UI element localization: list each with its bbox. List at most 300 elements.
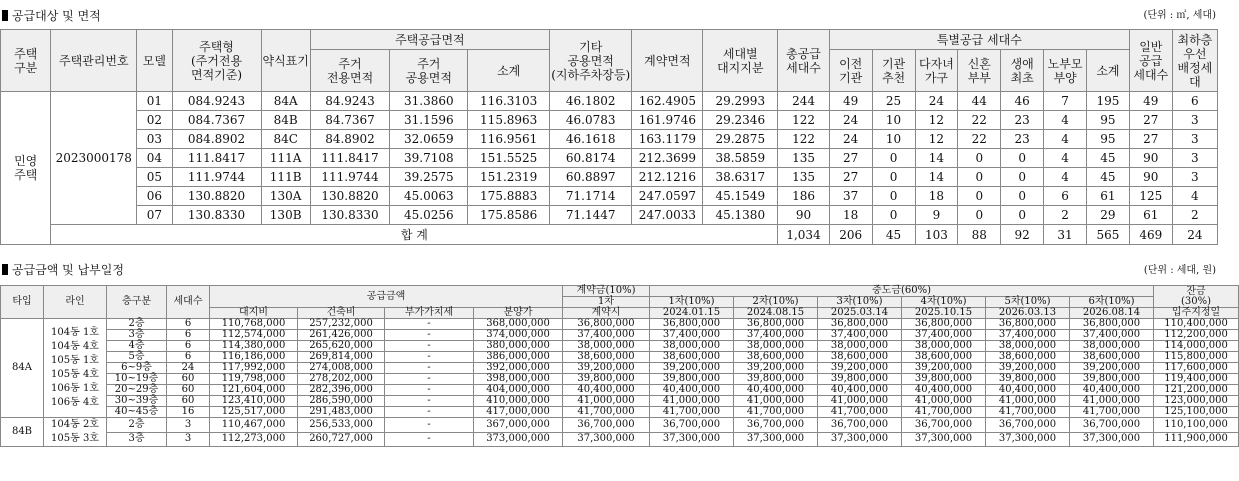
col-header-line: 라인 [44, 286, 107, 319]
col-header-relocation: 이전 기관 [829, 50, 872, 92]
middle-payment-cell: 36,800,000 [902, 319, 986, 330]
total-total: 1,034 [778, 225, 829, 245]
vat-cell: - [385, 374, 474, 385]
middle-payment-cell: 40,400,000 [1070, 385, 1154, 396]
middle-payment-cell: 38,600,000 [986, 352, 1070, 363]
cell-pri: 3 [1172, 149, 1217, 168]
table-row [1, 363, 1239, 374]
middle-payment-cell: 37,300,000 [650, 432, 734, 447]
cell-s4: 22 [958, 111, 1001, 130]
vat-cell: - [385, 319, 474, 330]
building-price-cell: 282,396,000 [298, 385, 385, 396]
col-header-special-subtotal: 소계 [1087, 50, 1130, 92]
col-header-type: 타입 [1, 286, 44, 319]
middle-payment-cell: 39,200,000 [818, 363, 902, 374]
middle-payment-cell: 39,800,000 [986, 374, 1070, 385]
land-price-cell: 116,186,000 [210, 352, 298, 363]
land-price-cell: 112,273,000 [210, 432, 298, 447]
house-type-value-cell: 111.9744 [172, 168, 261, 187]
middle-payment-cell: 40,400,000 [902, 385, 986, 396]
cell-excl: 111.9744 [310, 168, 389, 187]
cell-gen: 27 [1129, 130, 1172, 149]
cell-common: 32.0659 [390, 130, 468, 149]
cell-pri: 4 [1172, 187, 1217, 206]
floor-cell: 6~9층 [107, 363, 167, 374]
table-row [1, 396, 1239, 407]
section-title-supply-area: 공급대상 및 면적 [2, 9, 101, 23]
deposit-cell: 36,700,000 [563, 418, 650, 433]
abbr-cell: 84A [261, 92, 310, 111]
middle-payment-cell: 41,000,000 [650, 396, 734, 407]
table-row [1, 374, 1239, 385]
cell-land: 45.1380 [703, 206, 778, 225]
cell-s1: 37 [829, 187, 872, 206]
total-s2: 45 [872, 225, 915, 245]
house-type-value-cell: 084.9243 [172, 92, 261, 111]
building-price-cell: 265,620,000 [298, 341, 385, 352]
abbr-cell: 84C [261, 130, 310, 149]
middle-payment-cell: 37,400,000 [734, 330, 818, 341]
building-price-cell: 256,533,000 [298, 418, 385, 433]
building-price-cell: 274,008,000 [298, 363, 385, 374]
line-label: 104동 4호 [51, 341, 99, 352]
cell-gen: 125 [1129, 187, 1172, 206]
col-header-common-area: 주거 공용면적 [390, 50, 468, 92]
floor-cell: 2층 [107, 319, 167, 330]
cell-s6: 4 [1044, 168, 1087, 187]
middle-payment-cell: 41,000,000 [734, 396, 818, 407]
middle-payment-cell: 36,700,000 [734, 418, 818, 433]
cell-s3: 12 [915, 130, 958, 149]
cell-gen: 49 [1129, 92, 1172, 111]
total-s6: 31 [1044, 225, 1087, 245]
col-header-middle-round: 5차(10%) [986, 297, 1070, 308]
line-cell [44, 418, 107, 447]
cell-contract: 247.0033 [632, 206, 703, 225]
cell-land: 29.2875 [703, 130, 778, 149]
cell-s1: 24 [829, 111, 872, 130]
cell-s2: 25 [872, 92, 915, 111]
middle-payment-cell: 36,700,000 [986, 418, 1070, 433]
middle-payment-cell: 41,700,000 [902, 407, 986, 418]
middle-payment-cell: 41,000,000 [986, 396, 1070, 407]
cell-other: 71.1447 [549, 206, 632, 225]
land-price-cell: 110,467,000 [210, 418, 298, 433]
table-row [1, 352, 1239, 363]
cell-sub: 116.3103 [468, 92, 550, 111]
balance-cell: 121,200,000 [1154, 385, 1239, 396]
middle-payment-cell: 39,800,000 [734, 374, 818, 385]
table-row [1, 319, 1239, 330]
cell-gen: 61 [1129, 206, 1172, 225]
middle-payment-cell: 36,700,000 [1070, 418, 1154, 433]
cell-common: 39.7108 [390, 149, 468, 168]
table-row [1, 130, 1218, 149]
building-price-cell: 261,426,000 [298, 330, 385, 341]
cell-s4: 44 [958, 92, 1001, 111]
cell-ssum: 95 [1087, 111, 1130, 130]
cell-total: 244 [778, 92, 829, 111]
middle-payment-cell: 38,000,000 [650, 341, 734, 352]
total-s5: 92 [1001, 225, 1044, 245]
middle-payment-cell: 40,400,000 [986, 385, 1070, 396]
cell-sub: 116.9561 [468, 130, 550, 149]
model-cell: 03 [137, 130, 172, 149]
balance-cell: 115,800,000 [1154, 352, 1239, 363]
cell-common: 31.1596 [390, 111, 468, 130]
col-header-vat: 부가가치세 [385, 308, 474, 319]
cell-total: 135 [778, 168, 829, 187]
land-price-cell: 121,604,000 [210, 385, 298, 396]
cell-other: 71.1714 [549, 187, 632, 206]
vat-cell: - [385, 385, 474, 396]
middle-payment-cell: 38,600,000 [734, 352, 818, 363]
cell-other: 46.0783 [549, 111, 632, 130]
line-label: 106동 4호 [51, 397, 99, 408]
table-row [1, 206, 1218, 225]
col-header-deposit-when: 계약시 [563, 308, 650, 319]
cell-s5: 0 [1001, 168, 1044, 187]
col-header-floor: 층구분 [107, 286, 167, 319]
col-header-general-units: 일반 공급 세대수 [1129, 30, 1172, 92]
middle-payment-cell: 36,700,000 [650, 418, 734, 433]
land-price-cell: 112,574,000 [210, 330, 298, 341]
deposit-cell: 37,300,000 [563, 432, 650, 447]
col-header-exclusive-area: 주거 전용면적 [310, 50, 389, 92]
vat-cell: - [385, 352, 474, 363]
unit-type-cell: 84A [1, 319, 44, 418]
balance-cell: 117,600,000 [1154, 363, 1239, 374]
cell-other: 46.1618 [549, 130, 632, 149]
cell-s5: 23 [1001, 130, 1044, 149]
cell-s2: 0 [872, 149, 915, 168]
col-header-balance-when: 입주지정일 [1154, 308, 1239, 319]
col-header-lowest-floor-priority: 최하층 우선 배정세대 [1172, 30, 1217, 92]
sale-price-cell: 374,000,000 [474, 330, 563, 341]
line-label: 105동 1호 [51, 355, 99, 366]
col-header-elderly-parent: 노부모 부양 [1044, 50, 1087, 92]
cell-excl: 130.8330 [310, 206, 389, 225]
cell-s2: 10 [872, 111, 915, 130]
cell-s5: 23 [1001, 111, 1044, 130]
middle-payment-cell: 37,400,000 [986, 330, 1070, 341]
line-label: 105동 4호 [51, 369, 99, 380]
units-cell: 60 [167, 385, 210, 396]
house-type-value-cell: 084.7367 [172, 111, 261, 130]
col-header-middle-date: 2024.01.15 [650, 308, 734, 319]
middle-payment-cell: 38,000,000 [902, 341, 986, 352]
cell-ssum: 195 [1087, 92, 1130, 111]
table-row [1, 168, 1218, 187]
middle-payment-cell: 38,600,000 [902, 352, 986, 363]
col-header-land-share: 세대별 대지지분 [703, 30, 778, 92]
middle-payment-cell: 40,400,000 [734, 385, 818, 396]
floor-cell: 5층 [107, 352, 167, 363]
col-header-abbr: 약식표기 [261, 30, 310, 92]
cell-sub: 151.5525 [468, 149, 550, 168]
balance-cell: 111,900,000 [1154, 432, 1239, 447]
middle-payment-cell: 39,200,000 [734, 363, 818, 374]
cell-pri: 2 [1172, 206, 1217, 225]
cell-sub: 151.2319 [468, 168, 550, 187]
cell-contract: 212.1216 [632, 168, 703, 187]
middle-payment-cell: 38,000,000 [734, 341, 818, 352]
cell-contract: 212.3699 [632, 149, 703, 168]
cell-s6: 7 [1044, 92, 1087, 111]
cell-land: 29.2346 [703, 111, 778, 130]
middle-payment-cell: 41,700,000 [986, 407, 1070, 418]
deposit-cell: 40,400,000 [563, 385, 650, 396]
cell-total: 135 [778, 149, 829, 168]
deposit-cell: 37,400,000 [563, 330, 650, 341]
model-cell: 05 [137, 168, 172, 187]
cell-other: 60.8897 [549, 168, 632, 187]
table-row [1, 149, 1218, 168]
col-header-middle-date: 2024.08.15 [734, 308, 818, 319]
deposit-cell: 41,000,000 [563, 396, 650, 407]
cell-pri: 6 [1172, 92, 1217, 111]
cell-common: 45.0256 [390, 206, 468, 225]
bullet-square-icon [2, 10, 8, 21]
col-header-institution: 기관 추천 [872, 50, 915, 92]
units-cell: 16 [167, 407, 210, 418]
total-s1: 206 [829, 225, 872, 245]
middle-payment-cell: 38,600,000 [818, 352, 902, 363]
middle-payment-cell: 36,800,000 [818, 319, 902, 330]
cell-s3: 14 [915, 149, 958, 168]
line-label: 104동 1호 [51, 327, 99, 338]
balance-cell: 110,400,000 [1154, 319, 1239, 330]
table-row [1, 111, 1218, 130]
cell-s3: 12 [915, 111, 958, 130]
sale-price-cell: 373,000,000 [474, 432, 563, 447]
col-header-area-subtotal: 소계 [468, 50, 550, 92]
cell-s4: 0 [958, 168, 1001, 187]
middle-payment-cell: 41,000,000 [902, 396, 986, 407]
middle-payment-cell: 36,800,000 [986, 319, 1070, 330]
units-cell: 3 [167, 418, 210, 433]
floor-cell: 30~39층 [107, 396, 167, 407]
cell-s4: 0 [958, 206, 1001, 225]
deposit-cell: 39,200,000 [563, 363, 650, 374]
col-header-other-common: 기타 공용면적 (지하주차장등) [549, 30, 632, 92]
balance-cell: 123,000,000 [1154, 396, 1239, 407]
cell-s6: 6 [1044, 187, 1087, 206]
table-row [1, 432, 1239, 447]
middle-payment-cell: 36,800,000 [650, 319, 734, 330]
unit-note-price: (단위 : 세대, 원) [1143, 265, 1216, 276]
table-row [1, 385, 1239, 396]
cell-contract: 247.0597 [632, 187, 703, 206]
total-s4: 88 [958, 225, 1001, 245]
middle-payment-cell: 39,800,000 [1070, 374, 1154, 385]
total-ssum: 565 [1087, 225, 1130, 245]
land-price-cell: 114,380,000 [210, 341, 298, 352]
balance-cell: 125,100,000 [1154, 407, 1239, 418]
building-price-cell: 260,727,000 [298, 432, 385, 447]
vat-cell: - [385, 330, 474, 341]
cell-s4: 0 [958, 187, 1001, 206]
cell-s6: 4 [1044, 149, 1087, 168]
cell-s3: 9 [915, 206, 958, 225]
balance-cell: 112,200,000 [1154, 330, 1239, 341]
cell-excl: 111.8417 [310, 149, 389, 168]
middle-payment-cell: 39,200,000 [1070, 363, 1154, 374]
units-cell: 24 [167, 363, 210, 374]
middle-payment-cell: 39,800,000 [902, 374, 986, 385]
building-price-cell: 278,202,000 [298, 374, 385, 385]
house-type-value-cell: 111.8417 [172, 149, 261, 168]
cell-s1: 24 [829, 130, 872, 149]
middle-payment-cell: 40,400,000 [818, 385, 902, 396]
cell-gen: 90 [1129, 168, 1172, 187]
line-label: 106동 1호 [51, 383, 99, 394]
cell-contract: 162.4905 [632, 92, 703, 111]
cell-land: 29.2993 [703, 92, 778, 111]
middle-payment-cell: 37,300,000 [902, 432, 986, 447]
middle-payment-cell: 37,400,000 [902, 330, 986, 341]
cell-other: 60.8174 [549, 149, 632, 168]
sale-price-cell: 410,000,000 [474, 396, 563, 407]
cell-s4: 0 [958, 149, 1001, 168]
cell-common: 39.2575 [390, 168, 468, 187]
cell-s1: 27 [829, 168, 872, 187]
middle-payment-cell: 37,400,000 [818, 330, 902, 341]
cell-land: 38.5859 [703, 149, 778, 168]
cell-contract: 163.1179 [632, 130, 703, 149]
middle-payment-cell: 39,200,000 [986, 363, 1070, 374]
middle-payment-cell: 36,800,000 [1070, 319, 1154, 330]
middle-payment-cell: 41,000,000 [818, 396, 902, 407]
abbr-cell: 130B [261, 206, 310, 225]
cell-s2: 0 [872, 168, 915, 187]
unit-type-cell: 84B [1, 418, 44, 447]
unit-note-area: (단위 : ㎡, 세대) [1143, 10, 1216, 21]
middle-payment-cell: 38,600,000 [650, 352, 734, 363]
deposit-cell: 38,600,000 [563, 352, 650, 363]
middle-payment-cell: 38,600,000 [1070, 352, 1154, 363]
management-number-cell: 2023000178 [51, 92, 137, 225]
units-cell: 6 [167, 341, 210, 352]
middle-payment-cell: 37,300,000 [818, 432, 902, 447]
middle-payment-cell: 37,400,000 [650, 330, 734, 341]
land-price-cell: 125,517,000 [210, 407, 298, 418]
vat-cell: - [385, 407, 474, 418]
cell-gen: 27 [1129, 111, 1172, 130]
cell-s2: 0 [872, 206, 915, 225]
house-type-value-cell: 130.8330 [172, 206, 261, 225]
deposit-cell: 39,800,000 [563, 374, 650, 385]
table-row [1, 330, 1239, 341]
col-header-middle-round: 4차(10%) [902, 297, 986, 308]
land-price-cell: 110,768,000 [210, 319, 298, 330]
deposit-cell: 36,800,000 [563, 319, 650, 330]
cell-gen: 90 [1129, 149, 1172, 168]
col-header-sale-price: 분양가 [474, 308, 563, 319]
totals-label: 합 계 [51, 225, 778, 245]
section-title-price-schedule: 공급금액 및 납부일정 [2, 263, 124, 277]
col-header-total-units: 총공급 세대수 [778, 30, 829, 92]
middle-payment-cell: 41,700,000 [818, 407, 902, 418]
cell-pri: 3 [1172, 168, 1217, 187]
cell-s6: 2 [1044, 206, 1087, 225]
col-header-model: 모델 [137, 30, 172, 92]
col-header-middle-round: 2차(10%) [734, 297, 818, 308]
model-cell: 01 [137, 92, 172, 111]
sale-price-cell: 368,000,000 [474, 319, 563, 330]
deposit-cell: 41,700,000 [563, 407, 650, 418]
cell-s2: 10 [872, 130, 915, 149]
vat-cell: - [385, 432, 474, 447]
sale-price-cell: 398,000,000 [474, 374, 563, 385]
supply-area-table [0, 29, 1218, 245]
col-header-special-supply: 특별공급 세대수 [829, 30, 1129, 50]
col-header-middle-date: 2026.03.13 [986, 308, 1070, 319]
units-cell: 6 [167, 330, 210, 341]
col-header-middle-date: 2025.03.14 [818, 308, 902, 319]
land-price-cell: 123,410,000 [210, 396, 298, 407]
middle-payment-cell: 41,700,000 [734, 407, 818, 418]
col-header-deposit-round: 1차 [563, 297, 650, 308]
cell-excl: 130.8820 [310, 187, 389, 206]
cell-land: 45.1549 [703, 187, 778, 206]
cell-s5: 0 [1001, 149, 1044, 168]
units-cell: 3 [167, 432, 210, 447]
table-row [1, 341, 1239, 352]
house-type-cell: 민영 주택 [1, 92, 51, 245]
middle-payment-cell: 38,000,000 [818, 341, 902, 352]
units-cell: 60 [167, 396, 210, 407]
table-row [1, 187, 1218, 206]
cell-excl: 84.7367 [310, 111, 389, 130]
total-s3: 103 [915, 225, 958, 245]
cell-s5: 0 [1001, 187, 1044, 206]
table-row [1, 418, 1239, 433]
line-label: 105동 3호 [51, 433, 99, 444]
col-header-building-price: 건축비 [298, 308, 385, 319]
cell-ssum: 45 [1087, 168, 1130, 187]
balance-cell: 110,100,000 [1154, 418, 1239, 433]
sale-price-cell: 404,000,000 [474, 385, 563, 396]
building-price-cell: 257,232,000 [298, 319, 385, 330]
cell-s5: 0 [1001, 206, 1044, 225]
building-price-cell: 286,590,000 [298, 396, 385, 407]
col-header-middle-round: 3차(10%) [818, 297, 902, 308]
cell-ssum: 61 [1087, 187, 1130, 206]
col-header-middle-round: 6차(10%) [1070, 297, 1154, 308]
line-cell [44, 319, 107, 418]
cell-ssum: 95 [1087, 130, 1130, 149]
cell-total: 186 [778, 187, 829, 206]
middle-payment-cell: 39,800,000 [818, 374, 902, 385]
model-cell: 06 [137, 187, 172, 206]
model-cell: 02 [137, 111, 172, 130]
middle-payment-cell: 37,300,000 [986, 432, 1070, 447]
model-cell: 07 [137, 206, 172, 225]
floor-cell: 2층 [107, 418, 167, 433]
floor-cell: 3층 [107, 330, 167, 341]
middle-payment-cell: 41,000,000 [1070, 396, 1154, 407]
floor-cell: 20~29층 [107, 385, 167, 396]
line-label: 104동 2호 [51, 419, 99, 430]
cell-excl: 84.9243 [310, 92, 389, 111]
col-header-land-price: 대지비 [210, 308, 298, 319]
units-cell: 6 [167, 319, 210, 330]
col-header-first-time: 생애 최초 [1001, 50, 1044, 92]
cell-ssum: 29 [1087, 206, 1130, 225]
floor-cell: 3층 [107, 432, 167, 447]
col-header-type: 주택 구분 [1, 30, 51, 92]
